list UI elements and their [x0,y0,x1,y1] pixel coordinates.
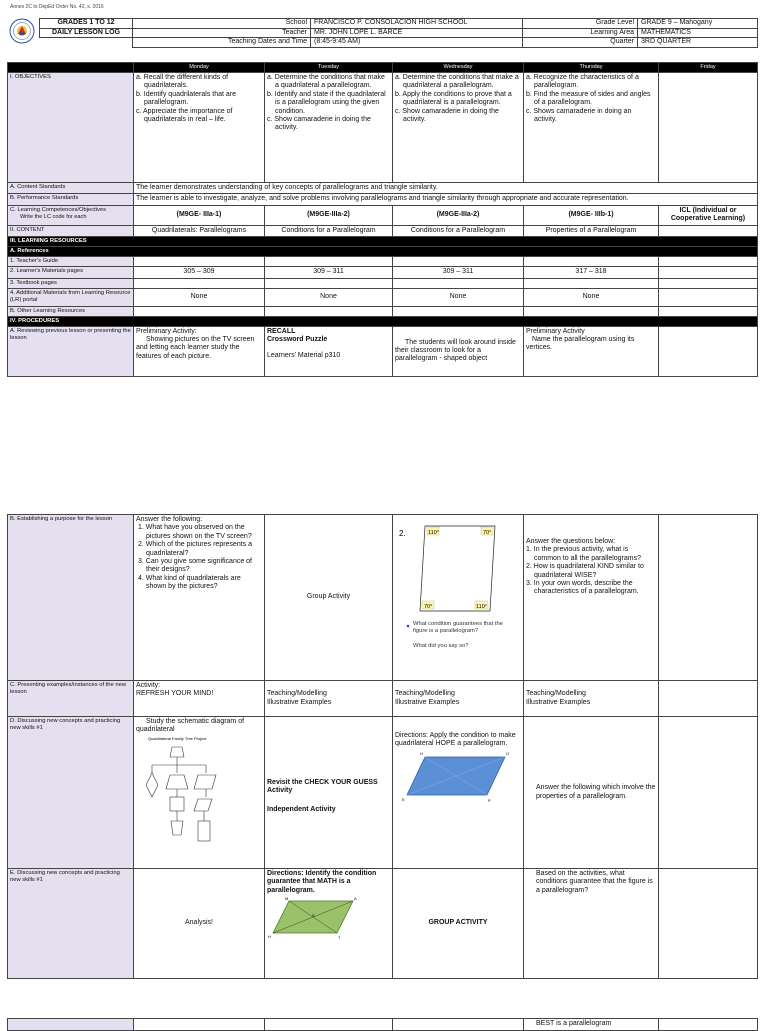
vertex-o: O [506,750,510,756]
angle-top-right: 70° [483,530,492,536]
additional-monday: None [134,288,265,306]
objective-item: b. Find the measure of sides and angles of a parallelogram. [526,90,651,107]
quadrilateral-family-tree-diagram [136,735,262,859]
competency-tuesday: (M9GE-IIIa-2) [265,205,393,225]
teacher-value: MR. JOHN LOPE L. BARCE [311,28,523,38]
concepts-e-monday: Analysis! [134,869,265,979]
objective-item: b. Identify and state if the quadrilateral is a parallelogram using the given condition. [267,90,386,115]
learners-materials-label: 2. Learner's Materials pages [8,267,134,278]
lesson-table-page1 [7,62,758,377]
concepts-d-monday [134,717,265,869]
content-standards-text: The learner demonstrates understanding of key concepts of parallelograms and triangle similarity. [134,183,758,194]
content-label: II. CONTENT [8,225,134,236]
parallelogram-angles-figure [395,516,519,676]
concepts-e-tuesday [265,869,393,979]
objective-item: c. Show camaraderie in doing the activity. [267,116,371,132]
objective-item: b. Apply the conditions to prove that a quadrilateral is a parallelogram. [395,90,512,107]
day-friday: Friday [659,63,758,73]
review-thursday [524,326,659,376]
objectives-tuesday [265,73,393,183]
objective-item: c. Appreciate the importance of quadrilaterals in real – life. [136,107,233,124]
content-monday: Quadrilaterals: Parallelograms [134,225,265,236]
additional-materials-label: 4. Additional Materials from Learning Resource (LR) portal [8,288,134,306]
vertex-h: H [420,750,423,756]
review-monday-title: Preliminary Activity: [136,327,197,335]
question-item: 1. In the previous activity, what is common to all the parallelograms? [526,546,641,562]
reviewing-lesson-label: A. Reviewing previous lesson or presenting the lesson [8,326,134,376]
concepts-d-tuesday-independent: Independent Activity [267,805,336,813]
additional-wednesday: None [393,288,524,306]
angle-bottom-right: 110° [476,604,487,610]
procedures-band: IV. PROCEDURES [8,316,758,326]
log-title: DAILY LESSON LOG [40,28,133,38]
objective-item: a. Recognize the characteristics of a parallelogram. [526,74,639,90]
vertex-p: P [488,797,491,803]
objectives-label: I. OBJECTIVES [8,73,134,183]
review-monday [134,326,265,376]
competencies-label [8,205,134,225]
other-resources-label: B. Other Learning Resources [8,306,134,316]
deped-seal-logo [9,18,35,44]
lesson-table-page2 [7,514,758,979]
review-thursday-title: Preliminary Activity [526,327,585,335]
competencies-letter: C. [10,206,16,213]
concepts-d-monday-text: Study the schematic diagram of quadrilateral [136,718,245,734]
quarter-value: 3RD QUARTER [638,38,758,48]
teaching-modelling-label: Teaching/Modelling [395,690,455,698]
grades-label: GRADES 1 TO 12 [40,19,133,29]
textbook-label: 3. Textbook pages [8,278,134,288]
grade-level-value: GRADE 9 – Mahogany [638,19,758,29]
materials-thursday: 317 – 318 [524,267,659,278]
competencies-subtitle: Write the LC code for each [20,213,87,220]
review-tuesday-puzzle: Crossword Puzzle [267,336,328,344]
content-thursday: Properties of a Parallelogram [524,225,659,236]
illustrative-examples-label: Illustrative Examples [526,698,591,706]
school-label: School [133,19,311,29]
objective-item: a. Recall the different kinds of quadrilaterals. [136,74,229,90]
examples-tuesday [265,681,393,717]
parallelogram-math-figure [267,895,393,943]
examples-thursday [524,681,659,717]
concepts-d-wednesday [393,717,524,869]
angle-bottom-left: 70° [424,604,433,610]
content-tuesday: Conditions for a Parallelogram [265,225,393,236]
day-tuesday: Tuesday [265,63,393,73]
objective-item: c. Show camaraderie in doing the activity. [395,107,499,124]
objective-item: a. Determine the conditions that make a quadrilateral a parallelogram. [395,74,519,90]
vertex-s: S [312,913,315,919]
question-item: 4. What kind of quadrilaterals are shown by the pictures? [138,574,241,591]
learning-area-label: Learning Area [523,28,638,38]
materials-monday: 305 – 309 [134,267,265,278]
competency-monday: (M9GE- IIIa-1) [134,205,265,225]
objective-item: a. Determine the conditions that make a quadrilateral a parallelogram. [267,74,385,90]
figure-number: 2. [399,529,406,538]
purpose-wednesday [393,515,524,681]
materials-tuesday: 309 – 311 [265,267,393,278]
review-tuesday-material: Learners' Material p310 [267,352,341,360]
figure-question-1: What condition guarantees that the figure is a parallelogram? [413,621,503,634]
additional-tuesday: None [265,288,393,306]
discussing-concepts-d-label: D. Discussing new concepts and practicing new skills #1 [8,717,134,869]
competency-wednesday: (M9GE-IIIa-2) [393,205,524,225]
annex-note: Annex 2C to DepEd Order No. 42, s. 2016 [10,4,104,10]
examples-monday-title: Activity: [136,682,161,689]
objectives-friday [659,73,758,183]
teacher-label: Teacher [133,28,311,38]
day-monday: Monday [134,63,265,73]
vertex-a: A [354,896,357,902]
review-wednesday: The students will look around inside their classroom to look for a parallelogram - shaped object [393,326,524,376]
lesson-table-page3 [7,1018,758,1031]
question-item: 1. What have you observed on the pictures shown on the TV screen? [138,524,252,540]
illustrative-examples-label: Illustrative Examples [267,698,332,706]
concepts-d-thursday: Answer the following which involve the properties of a parallelogram. [524,717,659,869]
concepts-f-thursday: BEST is a parallelogram [524,1019,659,1031]
teaching-modelling-label: Teaching/Modelling [267,690,327,698]
purpose-monday-title: Answer the following: [136,516,203,523]
discussing-concepts-e-label: E. Discussing new concepts and practicing new skills #1 [8,869,134,979]
references-band: A. References [8,247,758,257]
concepts-d-tuesday [265,717,393,869]
day-wednesday: Wednesday [393,63,524,73]
concepts-d-wednesday-text: Directions: Apply the condition to make quadrilateral HOPE a parallelogram. [395,732,516,748]
content-standards-label: A. Content Standards [8,183,134,194]
establishing-purpose-label: B. Establishing a purpose for the lesson [8,515,134,681]
competencies-title: Learning Competences/Objectives [17,206,107,213]
examples-monday [134,681,265,717]
learning-area-value: MATHEMATICS [638,28,758,38]
resources-band: III. LEARNING RESOURCES [8,237,758,247]
question-item: 2. How is quadrilateral KIND similar to quadrilateral WISE? [526,563,644,579]
objectives-wednesday [393,73,524,183]
competency-thursday: (M9GE- IIIb-1) [524,205,659,225]
purpose-monday [134,515,265,681]
review-thursday-text: Name the parallelogram using its vertices. [526,336,635,352]
day-thursday: Thursday [524,63,659,73]
bullet-icon [407,625,410,628]
objective-item: b. Identify quadrilaterals that are parallelogram. [136,90,237,107]
figure-question-2: What did you say so? [413,643,469,649]
parallelogram-hope-figure [395,749,519,809]
objectives-thursday [524,73,659,183]
question-item: 3. Can you give some significance of their designs? [138,558,253,574]
materials-wednesday: 309 – 311 [393,267,524,278]
concepts-d-tuesday-revisit: Revisit the CHECK YOUR GUESS Activity [267,778,378,795]
dates-value: (8:45-9:45 AM) [311,38,523,48]
teaching-modelling-label: Teaching/Modelling [526,690,586,698]
performance-standards-label: B. Performance Standards [8,194,134,205]
examples-monday-activity: REFRESH YOUR MIND! [136,690,214,698]
concepts-e-thursday: Based on the activities, what conditions guarantee that the figure is a parallelogram? [524,869,659,979]
header-table [39,18,758,48]
concepts-e-wednesday: GROUP ACTIVITY [393,869,524,979]
angle-top-left: 110° [428,530,439,536]
purpose-thursday [524,515,659,681]
purpose-thursday-title: Answer the questions below: [526,538,616,545]
purpose-tuesday: Group Activity [265,515,393,681]
family-tree-title: Quadrilateral Family Tree Project [148,735,207,741]
concepts-e-tuesday-text: Directions: Identify the condition guarantee that MATH is a parallelogram. [267,870,377,894]
content-wednesday: Conditions for a Parallelogram [393,225,524,236]
question-item: 2. Which of the pictures represents a quadrilateral? [138,541,252,557]
presenting-examples-label: C. Presenting examples/instances of the new lesson [8,681,134,717]
competency-friday: ICL (Individual or Cooperative Learning) [659,205,758,225]
quarter-label: Quarter [523,38,638,48]
vertex-m: M [285,896,289,902]
performance-standards-text: The learner is able to investigate, analyze, and solve problems involving parallelograms and triangle similarity through appropriate and accurate representation. [134,194,758,205]
illustrative-examples-label: Illustrative Examples [395,698,460,706]
additional-thursday: None [524,288,659,306]
school-value: FRANCISCO P. CONSOLACION HIGH SCHOOL [311,19,523,29]
review-tuesday-title: RECALL [267,327,296,335]
vertex-e: E [402,796,405,802]
vertex-h: H [268,934,271,940]
grade-level-label: Grade Level [523,19,638,29]
vertex-t: T [338,935,341,941]
teachers-guide-label: 1. Teacher's Guide [8,257,134,267]
objectives-monday [134,73,265,183]
examples-wednesday [393,681,524,717]
dates-label: Teaching Dates and Time [133,38,311,48]
question-item: 3. In your own words, describe the characteristics of a parallelogram. [526,580,639,596]
objective-item: c. Shows camaraderie in doing an activity. [526,107,632,124]
review-monday-text: Showing pictures on the TV screen and letting each learner study the features of each picture. [136,336,255,360]
review-tuesday [265,326,393,376]
